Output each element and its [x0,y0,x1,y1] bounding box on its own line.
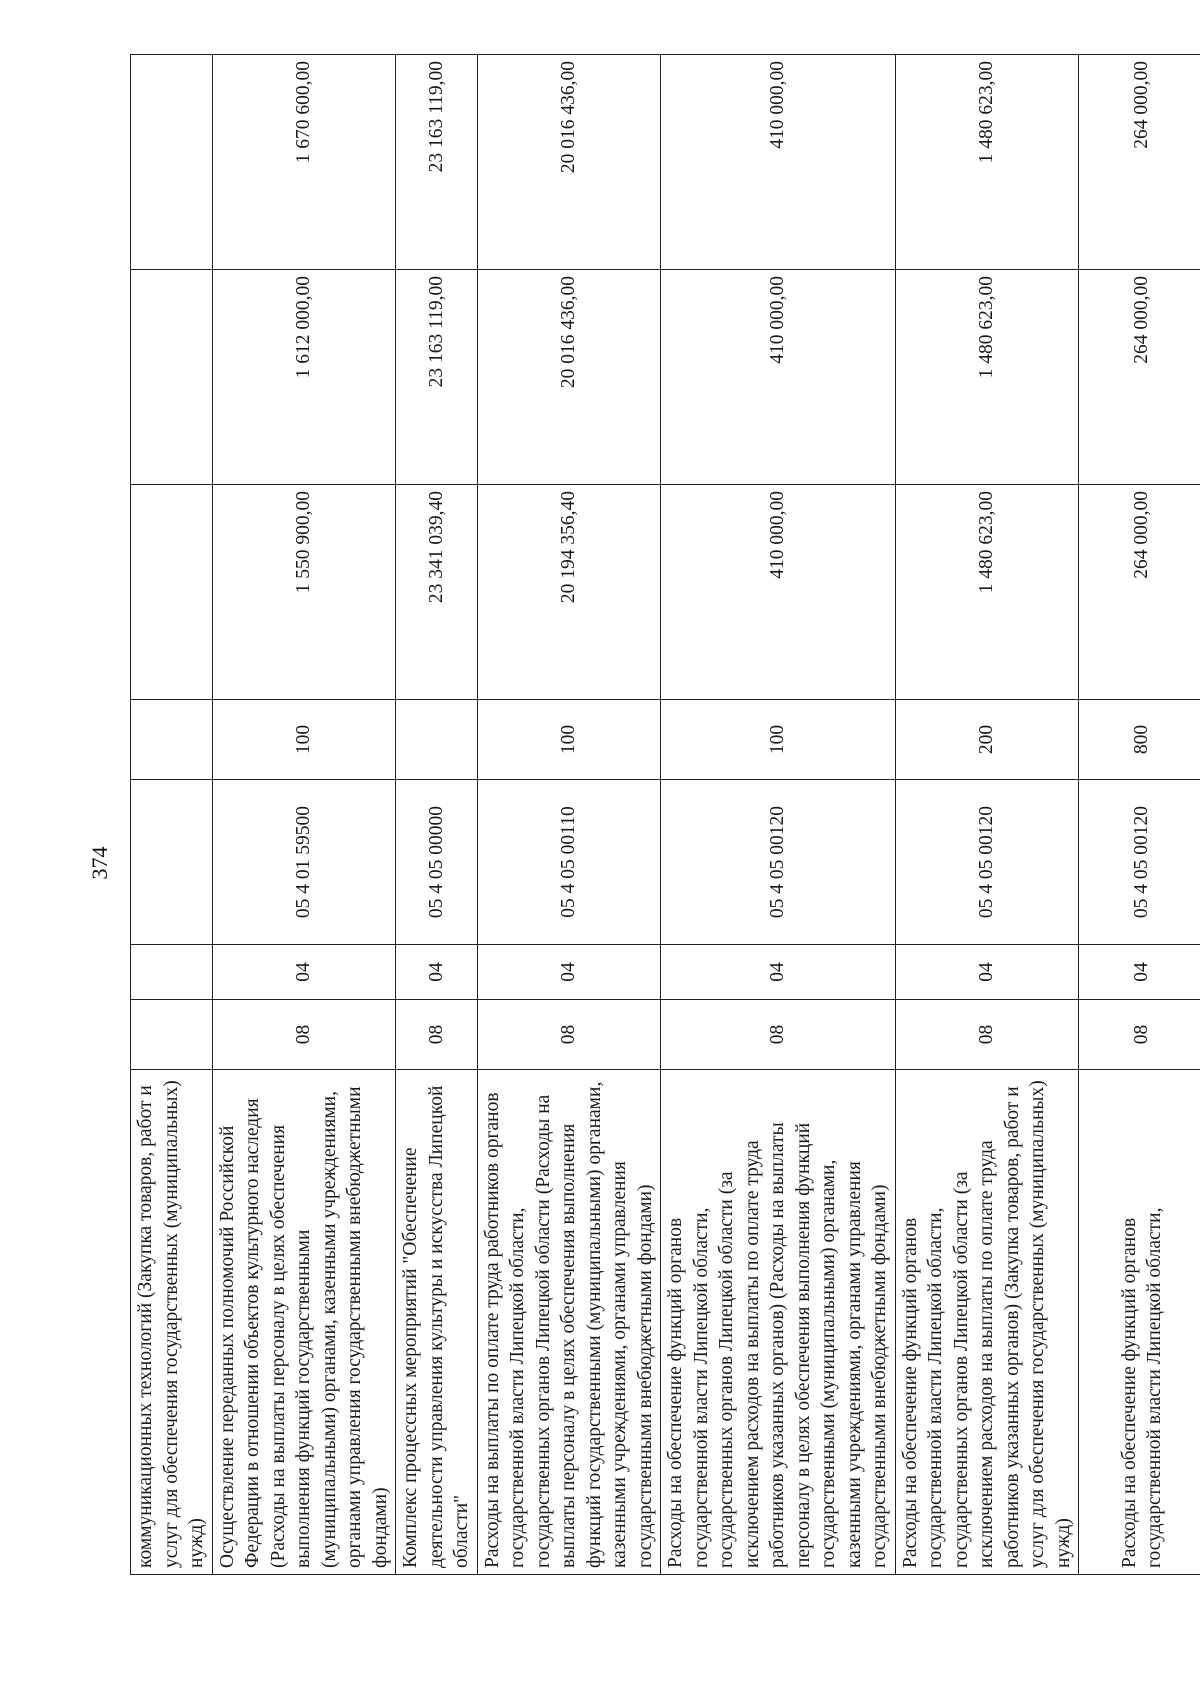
row-amount-year2: 20 016 436,00 [477,270,661,485]
table-row [1079,55,1200,1575]
row-amount-year2: 23 163 119,00 [396,270,478,485]
row-target-code [131,780,213,945]
row-name: Комплекс процессных мероприятий "Обеспечение деятельности управления культуры и искусства Липецкой области" [396,1070,478,1575]
row-name: Расходы на выплаты по оплате труда работников органов государственной власти Липецкой области, государственных органов Липецкой области (Расходы на выплаты персоналу в целях обеспечения выполнения функций государственными (муниципальными) органами, казенными учреждениями, органами управления государственными внебюджетными фондами) [477,1070,661,1575]
row-target-code: 05 4 01 59500 [212,780,396,945]
row-amount-year1: 264 000,00 [1079,485,1200,700]
row-amount-year1: 1 480 623,00 [895,485,1079,700]
row-subsection: 04 [661,945,896,1000]
row-amount-year1: 1 550 900,00 [212,485,396,700]
row-target-code: 05 4 05 00120 [895,780,1079,945]
row-section [131,1000,213,1070]
row-amount-year2 [131,270,213,485]
row-amount-year3 [131,55,213,270]
rotated-table-container [130,55,1165,1575]
row-amount-year3: 23 163 119,00 [396,55,478,270]
row-amount-year1: 410 000,00 [661,485,896,700]
row-name: Расходы на обеспечение функций органов государственной власти Липецкой области, государственных органов Липецкой области (за исключением расходов на выплаты по оплате труда работников указанных органов) (Закупка товаров, работ и услуг для обеспечения государственных (муниципальных) нужд) [895,1070,1079,1575]
row-subsection: 04 [477,945,661,1000]
row-expense-type: 200 [895,700,1079,780]
row-expense-type: 100 [477,700,661,780]
row-section: 08 [1079,1000,1200,1070]
row-expense-type: 100 [212,700,396,780]
table-row [131,55,213,1575]
table-row [661,55,896,1575]
row-section: 08 [661,1000,896,1070]
row-subsection: 04 [895,945,1079,1000]
page-number: 374 [87,846,112,880]
row-section: 08 [895,1000,1079,1070]
row-amount-year3: 20 016 436,00 [477,55,661,270]
row-name: Расходы на обеспечение функций органов государственной власти Липецкой области, государственных органов Липецкой области (за исключением расходов на выплаты по оплате труда работников указанных органов) (Расходы на выплаты персоналу в целях обеспечения выполнения функций государственными (муниципальными) органами, казенными учреждениями, органами управления государственными внебюджетными фондами) [661,1070,896,1575]
row-amount-year2: 1 480 623,00 [895,270,1079,485]
row-expense-type: 800 [1079,700,1200,780]
table-row [212,55,396,1575]
row-amount-year3: 1 480 623,00 [895,55,1079,270]
row-name: коммуникационных технологий (Закупка товаров, работ и услуг для обеспечения государственных (муниципальных) нужд) [131,1070,213,1575]
row-expense-type: 100 [661,700,896,780]
table-row [895,55,1079,1575]
row-section: 08 [212,1000,396,1070]
row-amount-year1: 20 194 356,40 [477,485,661,700]
row-subsection: 04 [396,945,478,1000]
row-amount-year1: 23 341 039,40 [396,485,478,700]
row-amount-year2: 1 612 000,00 [212,270,396,485]
row-section: 08 [477,1000,661,1070]
row-amount-year1 [131,485,213,700]
row-amount-year3: 410 000,00 [661,55,896,270]
budget-table [130,54,1200,1575]
row-target-code: 05 4 05 00120 [1079,780,1200,945]
row-name: Расходы на обеспечение функций органов государственной власти Липецкой области, [1079,1070,1200,1575]
row-amount-year3: 1 670 600,00 [212,55,396,270]
row-amount-year2: 264 000,00 [1079,270,1200,485]
table-row [477,55,661,1575]
row-amount-year2: 410 000,00 [661,270,896,485]
table-row [396,55,478,1575]
row-subsection [131,945,213,1000]
row-section: 08 [396,1000,478,1070]
row-subsection: 04 [212,945,396,1000]
row-target-code: 05 4 05 00000 [396,780,478,945]
row-expense-type [131,700,213,780]
row-expense-type [396,700,478,780]
row-target-code: 05 4 05 00120 [661,780,896,945]
row-target-code: 05 4 05 00110 [477,780,661,945]
row-amount-year3: 264 000,00 [1079,55,1200,270]
row-name: Осуществление переданных полномочий Российской Федерации в отношении объектов культурного наследия (Расходы на выплаты персоналу в целях обеспечения выполнения функций государственными (муниципальными) органами, казенными учреждениями, органами управления государственными внебюджетными фондами) [212,1070,396,1575]
row-subsection: 04 [1079,945,1200,1000]
